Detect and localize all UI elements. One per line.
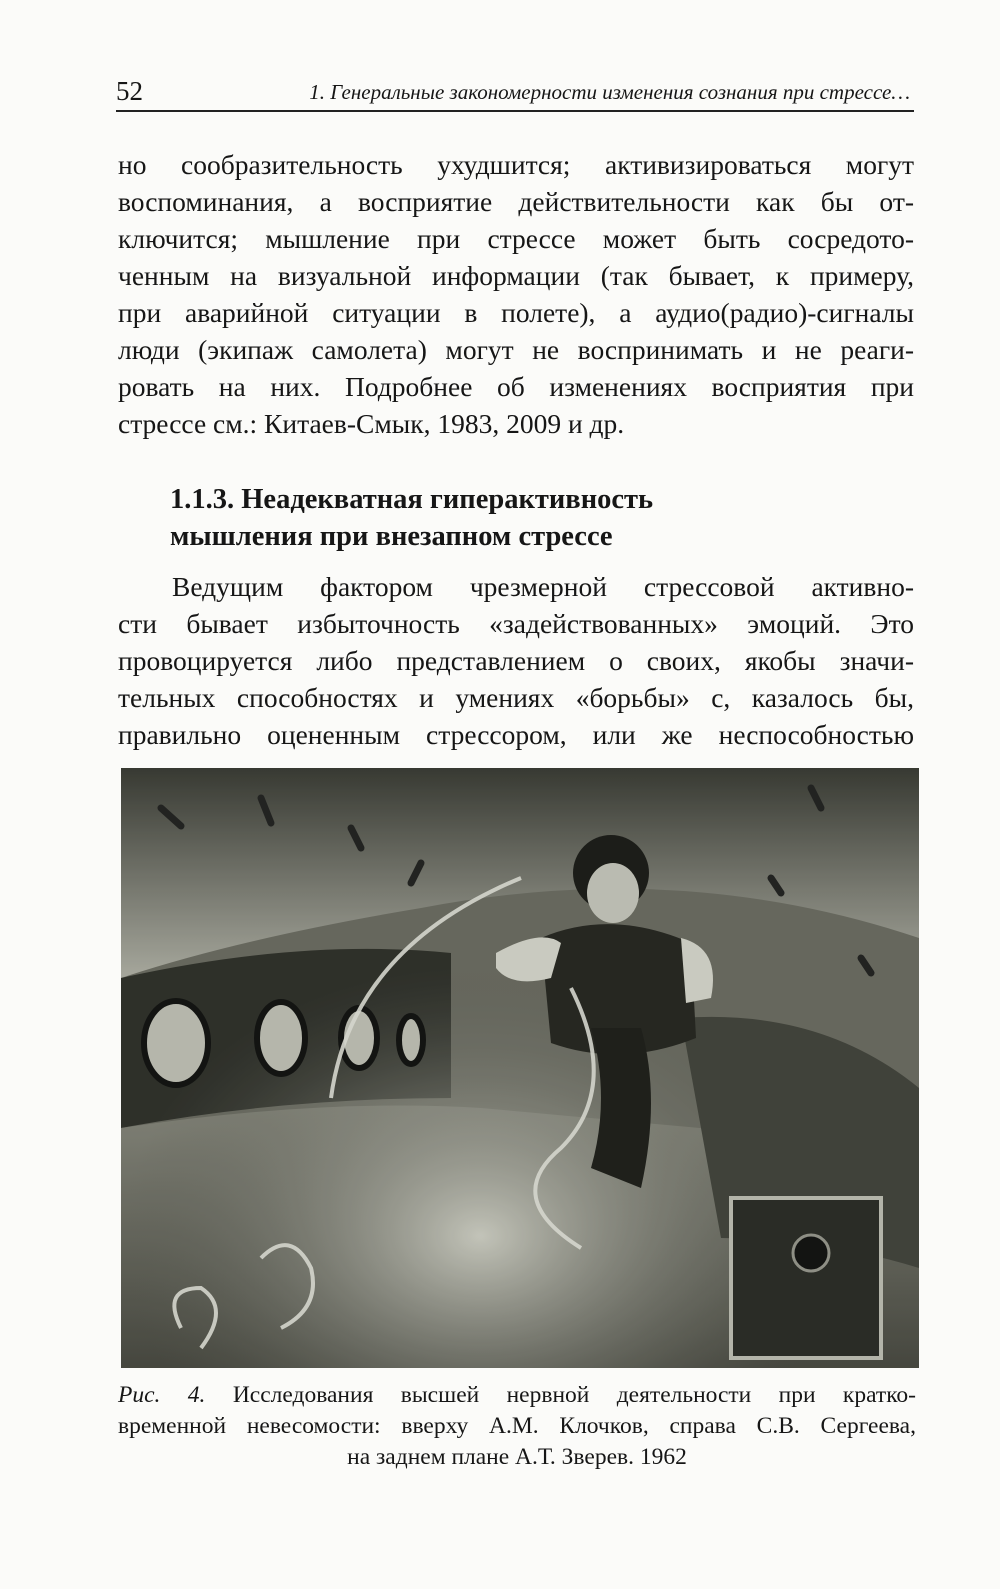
page-number: 52 [116, 76, 143, 106]
text-line: но сообразительность ухудшится; активизироваться могут [118, 149, 914, 180]
figure-label: Рис. 4. [118, 1382, 206, 1408]
caption-line-3: на заднем плане А.Т. Зверев. 1962 [347, 1444, 687, 1470]
text-line: правильно оцененным стрессором, или же неспособностью [118, 719, 914, 750]
paragraph-1 [118, 146, 914, 442]
caption-line-1 [118, 1380, 916, 1411]
section-heading-line-2: мышления при внезапном стрессе [170, 521, 613, 552]
text-line: ключится; мышление при стрессе может быть сосредото- [118, 223, 914, 254]
text-line: ровать на них. Подробнее об изменениях восприятия при [118, 371, 914, 402]
text-line: сти бывает избыточность «задействованных» эмоций. Это [118, 608, 914, 639]
text-line: Ведущим фактором чрезмерной стрессовой активно- [172, 571, 914, 602]
text-line: при аварийной ситуации в полете), а аудио(радио)-сигналы [118, 297, 914, 328]
text-line: тельных способностях и умениях «борьбы» с, казалось бы, [118, 682, 914, 713]
text-line: люди (экипаж самолета) могут не воспринимать и не реаги- [118, 334, 914, 365]
running-title: 1. Генеральные закономерности изменения сознания при стрессе… [309, 80, 910, 104]
section-heading [170, 481, 870, 555]
zero-gravity-cabin-illustration [121, 768, 919, 1368]
paragraph-2 [118, 568, 914, 753]
section-heading-line-1: 1.1.3. Неадекватная гиперактивность [170, 484, 654, 515]
text-line: воспоминания, а восприятие действительности как бы от- [118, 186, 914, 217]
text-line: стрессе см.: Китаев-Смык, 1983, 2009 и др. [118, 408, 625, 439]
running-header [116, 74, 914, 112]
caption-line-2: временной невесомости: вверху А.М. Клочков, справа С.В. Сергеева, [118, 1413, 916, 1439]
figure-caption [118, 1380, 916, 1473]
text-line: провоцируется либо представлением о своих, якобы значи- [118, 645, 914, 676]
caption-text-1: Исследования высшей нервной деятельности при кратко- [232, 1382, 916, 1408]
figure-photo [121, 768, 919, 1368]
text-line: ченным на визуальной информации (так бывает, к примеру, [118, 260, 914, 291]
